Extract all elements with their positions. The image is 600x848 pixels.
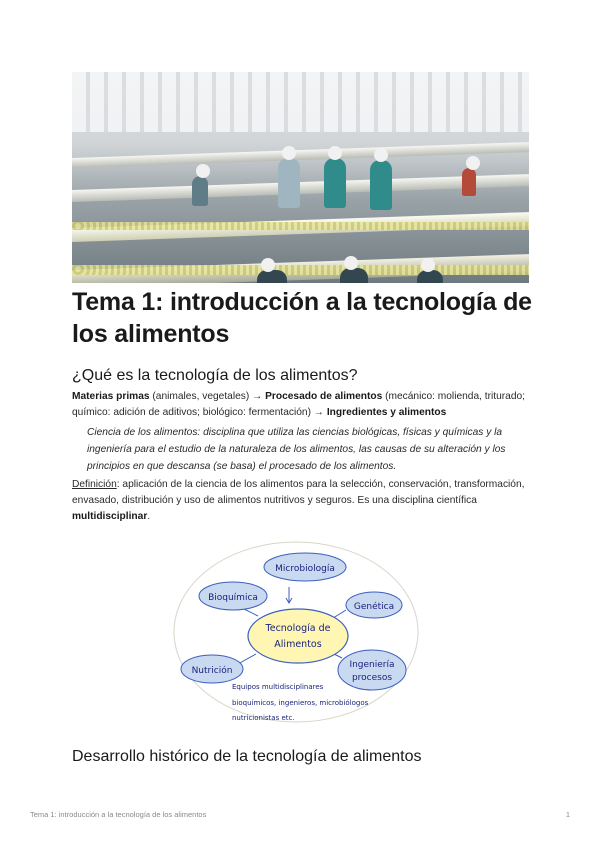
term-ingredientes: Ingredientes y alimentos xyxy=(326,407,447,418)
term-materias-primas: Materias primas xyxy=(72,391,150,402)
quote-ciencia-alimentos: Ciencia de los alimentos: disciplina que utiliza las ciencias biológicas, físicas y químicas y la ingeniería para el estudio de la naturaleza de los alimentos, las causas de su alteración y los principios en que descansa (se basa) el procesado de los alimentos. xyxy=(87,427,506,472)
center-node xyxy=(248,609,348,663)
node-nutricion-label: Nutrición xyxy=(191,666,233,676)
worker-figure xyxy=(278,158,300,208)
page-number: 1 xyxy=(565,810,570,819)
definicion-label: Definición xyxy=(72,479,117,490)
term-multidisciplinar: multidisciplinar xyxy=(72,511,148,522)
center-label-line2: Alimentos xyxy=(274,639,322,650)
section-heading-que-es: ¿Qué es la tecnología de los alimentos? xyxy=(72,367,358,384)
note-line1: Equipos multidisciplinares xyxy=(232,683,324,691)
worker-figure xyxy=(192,176,208,206)
page-title: Tema 1: introducción a la tecnología de los alimentos xyxy=(72,288,532,348)
node-microbiologia-label: Microbiología xyxy=(275,564,335,574)
node-ingenieria-label-line1: Ingeniería xyxy=(349,660,395,670)
term-procesado: Procesado de alimentos xyxy=(265,391,383,402)
footer-document-title: Tema 1: introducción a la tecnología de los alimentos xyxy=(30,810,207,819)
worker-figure xyxy=(462,168,476,196)
worker-figure xyxy=(417,270,443,283)
worker-figure xyxy=(257,270,287,283)
paragraph-materias-primas: Materias primas (animales, vegetales) → Procesado de alimentos (mecánico: molienda, triturado; químico: adición de aditivos; biológico: fermentación) → Ingredientes y alimentos xyxy=(72,391,525,418)
cover-photo-food-factory xyxy=(72,72,529,283)
worker-figure xyxy=(324,158,346,208)
worker-figure xyxy=(370,160,392,210)
worker-figure xyxy=(340,268,368,283)
node-genetica-label: Genética xyxy=(353,602,395,612)
node-ingenieria-procesos xyxy=(338,650,406,690)
paragraph-definicion: Definición: aplicación de la ciencia de los alimentos para la selección, conservación, transformación, envasado, distribución y uso de alimentos nutritivos y seguros. Es una disciplina científica multidisciplinar. xyxy=(72,479,525,522)
factory-roof xyxy=(72,72,529,132)
note-line3: nutricionistas etc. xyxy=(232,714,295,722)
node-bioquimica-label: Bioquímica xyxy=(208,593,258,603)
node-ingenieria-label-line2: procesos xyxy=(351,673,393,683)
note-line2: bioquímicos, ingenieros, microbiólogos xyxy=(232,699,369,707)
center-label-line1: Tecnología de xyxy=(265,623,331,634)
section-heading-desarrollo-historico: Desarrollo histórico de la tecnología de alimentos xyxy=(72,748,422,765)
multidisciplinary-diagram xyxy=(170,540,430,725)
